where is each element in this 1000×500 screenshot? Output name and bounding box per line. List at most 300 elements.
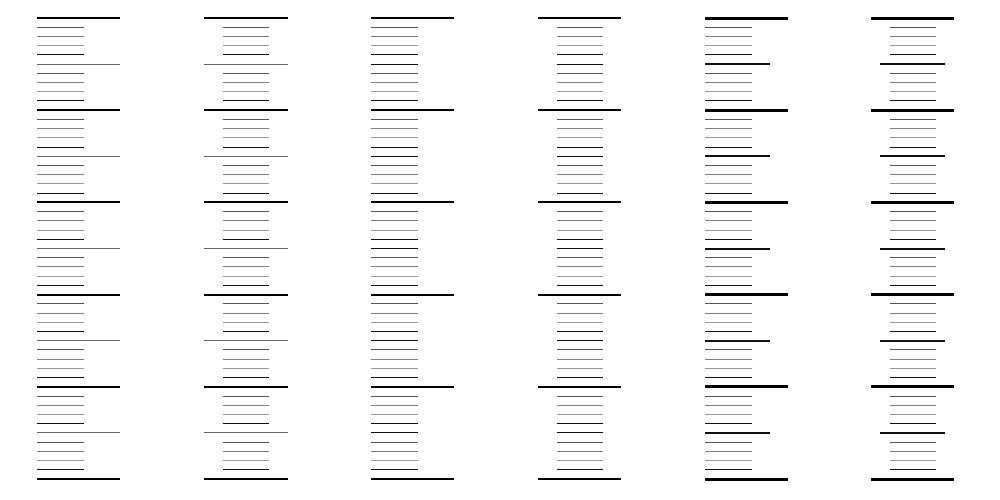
half-tick	[37, 248, 120, 249]
minor-tick	[705, 276, 752, 277]
minor-tick	[557, 396, 603, 397]
minor-tick	[890, 349, 936, 350]
minor-tick	[557, 423, 603, 424]
minor-tick	[371, 266, 418, 267]
minor-tick	[223, 405, 269, 406]
minor-tick	[223, 119, 269, 120]
minor-tick	[705, 303, 752, 304]
minor-tick	[37, 183, 84, 184]
minor-tick	[371, 128, 418, 129]
major-tick	[204, 478, 288, 480]
major-tick	[871, 17, 954, 20]
minor-tick	[371, 276, 418, 277]
minor-tick	[890, 285, 936, 286]
major-tick	[37, 386, 120, 388]
minor-tick	[37, 469, 84, 470]
major-tick	[705, 293, 788, 296]
minor-tick	[37, 423, 84, 424]
minor-tick	[557, 405, 603, 406]
minor-tick	[557, 349, 603, 350]
minor-tick	[37, 73, 84, 74]
minor-tick	[890, 119, 936, 120]
minor-tick	[371, 257, 418, 258]
minor-tick	[557, 119, 603, 120]
minor-tick	[371, 359, 418, 360]
minor-tick	[371, 331, 418, 332]
minor-tick	[557, 36, 603, 37]
major-tick	[538, 17, 621, 19]
minor-tick	[37, 460, 84, 461]
minor-tick	[890, 165, 936, 166]
minor-tick	[705, 119, 752, 120]
minor-tick	[705, 82, 752, 83]
minor-tick	[223, 377, 269, 378]
major-tick	[37, 17, 120, 19]
major-tick	[871, 201, 954, 204]
minor-tick	[371, 174, 418, 175]
minor-tick	[705, 285, 752, 286]
minor-tick	[37, 100, 84, 101]
minor-tick	[890, 257, 936, 258]
minor-tick	[890, 377, 936, 378]
half-tick	[705, 248, 770, 250]
minor-tick	[705, 331, 752, 332]
minor-tick	[371, 147, 418, 148]
minor-tick	[890, 220, 936, 221]
minor-tick	[37, 276, 84, 277]
minor-tick	[557, 469, 603, 470]
minor-tick	[705, 451, 752, 452]
minor-tick	[705, 322, 752, 323]
minor-tick	[371, 220, 418, 221]
major-tick	[37, 109, 120, 111]
minor-tick	[890, 137, 936, 138]
minor-tick	[705, 349, 752, 350]
minor-tick	[705, 137, 752, 138]
minor-tick	[37, 303, 84, 304]
minor-tick	[37, 45, 84, 46]
major-tick	[204, 294, 288, 296]
major-tick	[204, 109, 288, 111]
minor-tick	[223, 36, 269, 37]
minor-tick	[223, 285, 269, 286]
minor-tick	[371, 460, 418, 461]
minor-tick	[37, 313, 84, 314]
minor-tick	[223, 239, 269, 240]
minor-tick	[371, 137, 418, 138]
minor-tick	[557, 100, 603, 101]
minor-tick	[557, 45, 603, 46]
minor-tick	[557, 174, 603, 175]
minor-tick	[37, 211, 84, 212]
minor-tick	[705, 230, 752, 231]
minor-tick	[890, 91, 936, 92]
minor-tick	[223, 128, 269, 129]
minor-tick	[371, 165, 418, 166]
minor-tick	[557, 183, 603, 184]
minor-tick	[223, 193, 269, 194]
minor-tick	[37, 193, 84, 194]
minor-tick	[371, 45, 418, 46]
minor-tick	[223, 137, 269, 138]
minor-tick	[705, 368, 752, 369]
minor-tick	[705, 147, 752, 148]
minor-tick	[890, 460, 936, 461]
half-tick	[37, 64, 120, 65]
minor-tick	[705, 165, 752, 166]
half-tick	[37, 156, 120, 157]
half-tick	[880, 248, 945, 250]
major-tick	[538, 201, 621, 203]
major-tick	[204, 17, 288, 19]
minor-tick	[557, 239, 603, 240]
minor-tick	[557, 27, 603, 28]
minor-tick	[557, 451, 603, 452]
minor-tick	[890, 414, 936, 415]
minor-tick	[557, 257, 603, 258]
minor-tick	[37, 128, 84, 129]
minor-tick	[557, 147, 603, 148]
minor-tick	[705, 460, 752, 461]
minor-tick	[37, 27, 84, 28]
major-tick	[371, 478, 454, 480]
minor-tick	[371, 36, 418, 37]
minor-tick	[37, 119, 84, 120]
minor-tick	[37, 266, 84, 267]
major-tick	[371, 109, 454, 111]
minor-tick	[705, 54, 752, 55]
minor-tick	[890, 313, 936, 314]
minor-tick	[37, 239, 84, 240]
minor-tick	[705, 359, 752, 360]
minor-tick	[705, 45, 752, 46]
minor-tick	[890, 303, 936, 304]
minor-tick	[557, 248, 603, 249]
minor-tick	[371, 313, 418, 314]
minor-tick	[371, 193, 418, 194]
major-tick	[538, 294, 621, 296]
minor-tick	[890, 193, 936, 194]
half-tick	[705, 432, 770, 434]
half-tick	[204, 156, 288, 157]
major-tick	[37, 478, 120, 480]
half-tick	[705, 63, 770, 65]
minor-tick	[371, 405, 418, 406]
minor-tick	[37, 82, 84, 83]
minor-tick	[705, 266, 752, 267]
minor-tick	[223, 460, 269, 461]
minor-tick	[557, 137, 603, 138]
minor-tick	[705, 257, 752, 258]
minor-tick	[557, 220, 603, 221]
minor-tick	[890, 27, 936, 28]
minor-tick	[557, 377, 603, 378]
minor-tick	[557, 432, 603, 433]
minor-tick	[557, 193, 603, 194]
half-tick	[204, 64, 288, 65]
minor-tick	[890, 36, 936, 37]
minor-tick	[705, 91, 752, 92]
major-tick	[37, 294, 120, 296]
minor-tick	[557, 64, 603, 65]
half-tick	[37, 340, 120, 341]
minor-tick	[705, 239, 752, 240]
minor-tick	[223, 276, 269, 277]
half-tick	[880, 155, 945, 157]
minor-tick	[371, 414, 418, 415]
minor-tick	[705, 423, 752, 424]
minor-tick	[223, 45, 269, 46]
minor-tick	[371, 64, 418, 65]
minor-tick	[37, 442, 84, 443]
minor-tick	[557, 165, 603, 166]
minor-tick	[37, 91, 84, 92]
minor-tick	[37, 147, 84, 148]
minor-tick	[371, 451, 418, 452]
minor-tick	[890, 82, 936, 83]
minor-tick	[371, 322, 418, 323]
minor-tick	[705, 414, 752, 415]
minor-tick	[371, 156, 418, 157]
minor-tick	[557, 230, 603, 231]
minor-tick	[223, 183, 269, 184]
minor-tick	[37, 368, 84, 369]
minor-tick	[557, 211, 603, 212]
major-tick	[204, 201, 288, 203]
minor-tick	[223, 322, 269, 323]
minor-tick	[37, 36, 84, 37]
major-tick	[538, 386, 621, 388]
minor-tick	[557, 303, 603, 304]
minor-tick	[890, 73, 936, 74]
half-tick	[204, 432, 288, 433]
minor-tick	[557, 460, 603, 461]
minor-tick	[223, 91, 269, 92]
minor-tick	[557, 128, 603, 129]
minor-tick	[37, 405, 84, 406]
minor-tick	[890, 54, 936, 55]
minor-tick	[890, 322, 936, 323]
minor-tick	[223, 349, 269, 350]
minor-tick	[890, 442, 936, 443]
minor-tick	[223, 368, 269, 369]
major-tick	[705, 109, 788, 112]
minor-tick	[557, 73, 603, 74]
minor-tick	[223, 165, 269, 166]
minor-tick	[705, 36, 752, 37]
minor-tick	[223, 54, 269, 55]
minor-tick	[223, 100, 269, 101]
minor-tick	[371, 230, 418, 231]
minor-tick	[223, 230, 269, 231]
minor-tick	[223, 414, 269, 415]
minor-tick	[705, 442, 752, 443]
major-tick	[871, 293, 954, 296]
minor-tick	[223, 211, 269, 212]
major-tick	[371, 201, 454, 203]
half-tick	[705, 340, 770, 342]
major-tick	[538, 478, 621, 480]
minor-tick	[223, 266, 269, 267]
minor-tick	[371, 285, 418, 286]
minor-tick	[223, 313, 269, 314]
minor-tick	[890, 147, 936, 148]
minor-tick	[890, 405, 936, 406]
minor-tick	[371, 432, 418, 433]
half-tick	[705, 155, 770, 157]
minor-tick	[223, 220, 269, 221]
minor-tick	[890, 183, 936, 184]
minor-tick	[705, 211, 752, 212]
minor-tick	[705, 313, 752, 314]
minor-tick	[37, 220, 84, 221]
minor-tick	[37, 451, 84, 452]
major-tick	[371, 17, 454, 19]
minor-tick	[371, 183, 418, 184]
minor-tick	[557, 331, 603, 332]
minor-tick	[37, 165, 84, 166]
major-tick	[871, 109, 954, 112]
minor-tick	[223, 73, 269, 74]
minor-tick	[557, 91, 603, 92]
major-tick	[371, 294, 454, 296]
minor-tick	[371, 91, 418, 92]
minor-tick	[890, 211, 936, 212]
half-tick	[204, 340, 288, 341]
minor-tick	[223, 451, 269, 452]
minor-tick	[371, 239, 418, 240]
minor-tick	[371, 349, 418, 350]
minor-tick	[890, 45, 936, 46]
minor-tick	[371, 368, 418, 369]
major-tick	[204, 386, 288, 388]
major-tick	[705, 201, 788, 204]
minor-tick	[705, 100, 752, 101]
minor-tick	[223, 147, 269, 148]
minor-tick	[223, 423, 269, 424]
minor-tick	[557, 54, 603, 55]
minor-tick	[705, 128, 752, 129]
minor-tick	[371, 396, 418, 397]
minor-tick	[890, 368, 936, 369]
minor-tick	[37, 54, 84, 55]
minor-tick	[557, 340, 603, 341]
major-tick	[705, 17, 788, 20]
minor-tick	[557, 313, 603, 314]
minor-tick	[890, 266, 936, 267]
minor-tick	[371, 442, 418, 443]
minor-tick	[557, 285, 603, 286]
minor-tick	[37, 377, 84, 378]
minor-tick	[705, 377, 752, 378]
minor-tick	[223, 442, 269, 443]
minor-tick	[890, 469, 936, 470]
minor-tick	[371, 27, 418, 28]
minor-tick	[371, 303, 418, 304]
minor-tick	[37, 174, 84, 175]
minor-tick	[37, 331, 84, 332]
minor-tick	[37, 230, 84, 231]
minor-tick	[705, 220, 752, 221]
minor-tick	[37, 359, 84, 360]
major-tick	[705, 385, 788, 388]
minor-tick	[223, 303, 269, 304]
minor-tick	[557, 156, 603, 157]
minor-tick	[890, 331, 936, 332]
minor-tick	[890, 230, 936, 231]
minor-tick	[223, 27, 269, 28]
minor-tick	[557, 442, 603, 443]
minor-tick	[890, 276, 936, 277]
minor-tick	[223, 331, 269, 332]
minor-tick	[371, 211, 418, 212]
minor-tick	[705, 396, 752, 397]
half-tick	[37, 432, 120, 433]
half-tick	[880, 340, 945, 342]
minor-tick	[705, 469, 752, 470]
minor-tick	[223, 257, 269, 258]
half-tick	[880, 432, 945, 434]
half-tick	[880, 63, 945, 65]
major-tick	[371, 386, 454, 388]
minor-tick	[37, 414, 84, 415]
major-tick	[705, 478, 788, 481]
half-tick	[204, 248, 288, 249]
minor-tick	[37, 349, 84, 350]
minor-tick	[371, 100, 418, 101]
minor-tick	[557, 414, 603, 415]
major-tick	[871, 385, 954, 388]
minor-tick	[371, 469, 418, 470]
minor-tick	[557, 322, 603, 323]
major-tick	[538, 109, 621, 111]
minor-tick	[37, 285, 84, 286]
minor-tick	[705, 174, 752, 175]
minor-tick	[705, 405, 752, 406]
minor-tick	[371, 119, 418, 120]
minor-tick	[890, 359, 936, 360]
minor-tick	[223, 396, 269, 397]
minor-tick	[557, 82, 603, 83]
minor-tick	[890, 174, 936, 175]
minor-tick	[557, 266, 603, 267]
minor-tick	[890, 423, 936, 424]
minor-tick	[223, 174, 269, 175]
minor-tick	[371, 54, 418, 55]
minor-tick	[705, 73, 752, 74]
minor-tick	[557, 359, 603, 360]
minor-tick	[705, 27, 752, 28]
minor-tick	[37, 257, 84, 258]
minor-tick	[223, 469, 269, 470]
minor-tick	[890, 100, 936, 101]
minor-tick	[371, 377, 418, 378]
minor-tick	[890, 128, 936, 129]
minor-tick	[371, 340, 418, 341]
minor-tick	[37, 322, 84, 323]
minor-tick	[371, 248, 418, 249]
minor-tick	[890, 451, 936, 452]
minor-tick	[557, 276, 603, 277]
minor-tick	[223, 359, 269, 360]
minor-tick	[371, 82, 418, 83]
minor-tick	[705, 193, 752, 194]
minor-tick	[557, 368, 603, 369]
minor-tick	[37, 137, 84, 138]
major-tick	[37, 201, 120, 203]
minor-tick	[705, 183, 752, 184]
minor-tick	[890, 239, 936, 240]
